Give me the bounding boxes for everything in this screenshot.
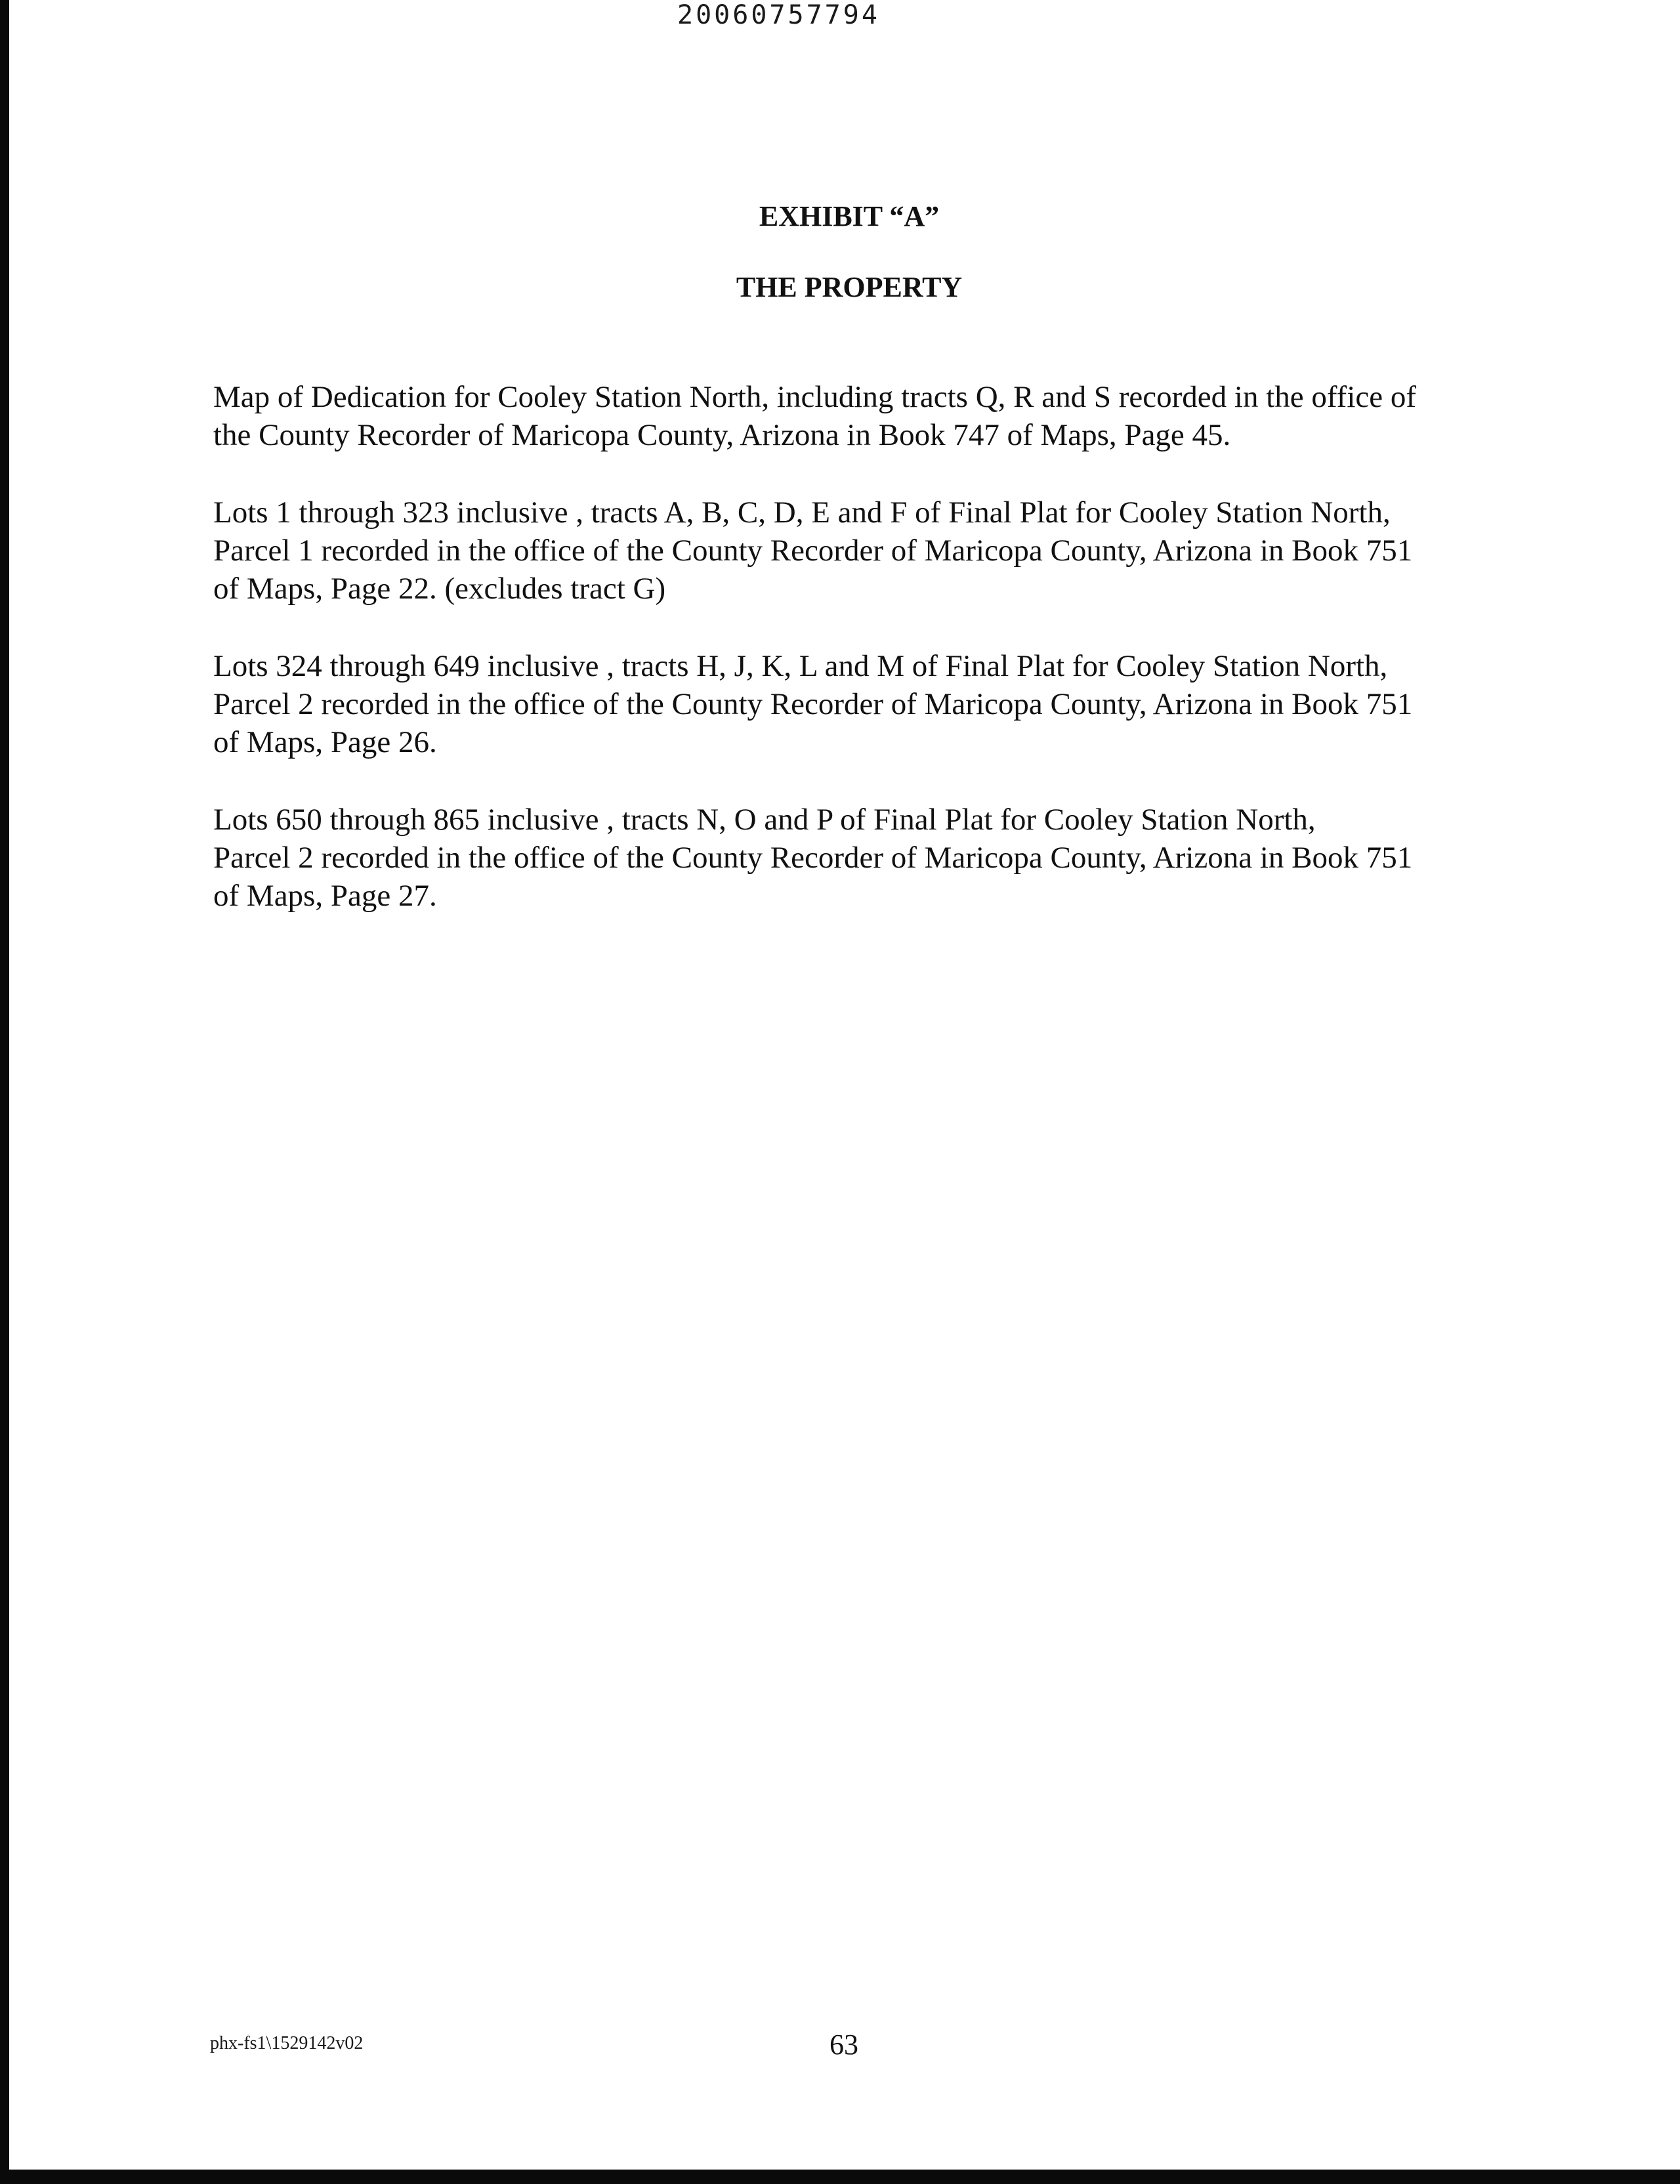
paragraph-line: the County Recorder of Maricopa County, Arizona in Book 747 of Maps, Page 45. xyxy=(213,418,1231,452)
property-description xyxy=(213,378,1500,954)
paragraph-line: of Maps, Page 22. (excludes tract G) xyxy=(213,572,666,606)
paragraph-parcel-1-lots xyxy=(213,494,1500,608)
exhibit-subtitle: THE PROPERTY xyxy=(736,271,963,303)
paragraph-line: Lots 1 through 323 inclusive , tracts A, B, C, D, E and F of Final Plat for Cooley Station North, xyxy=(213,495,1391,530)
recording-number: 20060757794 xyxy=(677,0,880,30)
paragraph-map-of-dedication xyxy=(213,378,1500,454)
paragraph-line: Parcel 2 recorded in the office of the County Recorder of Maricopa County, Arizona in Book 751 xyxy=(213,687,1413,721)
paragraph-line: of Maps, Page 26. xyxy=(213,725,437,759)
paragraph-line: of Maps, Page 27. xyxy=(213,879,437,913)
paragraph-parcel-2-lots-b xyxy=(213,801,1500,915)
paragraph-line: Parcel 1 recorded in the office of the County Recorder of Maricopa County, Arizona in Book 751 xyxy=(213,534,1413,568)
footer-page-number: 63 xyxy=(830,2028,858,2061)
paragraph-line: Map of Dedication for Cooley Station North, including tracts Q, R and S recorded in the office of xyxy=(213,380,1416,414)
paragraph-line: Lots 324 through 649 inclusive , tracts H, J, K, L and M of Final Plat for Cooley Station North, xyxy=(213,649,1388,683)
exhibit-title: EXHIBIT “A” xyxy=(759,200,940,232)
paragraph-line: Parcel 2 recorded in the office of the County Recorder of Maricopa County, Arizona in Book 751 xyxy=(213,841,1413,875)
paragraph-parcel-2-lots-a xyxy=(213,647,1500,761)
footer-document-id: phx-fs1\1529142v02 xyxy=(210,2033,364,2053)
paragraph-line: Lots 650 through 865 inclusive , tracts N, O and P of Final Plat for Cooley Station North, xyxy=(213,803,1316,837)
